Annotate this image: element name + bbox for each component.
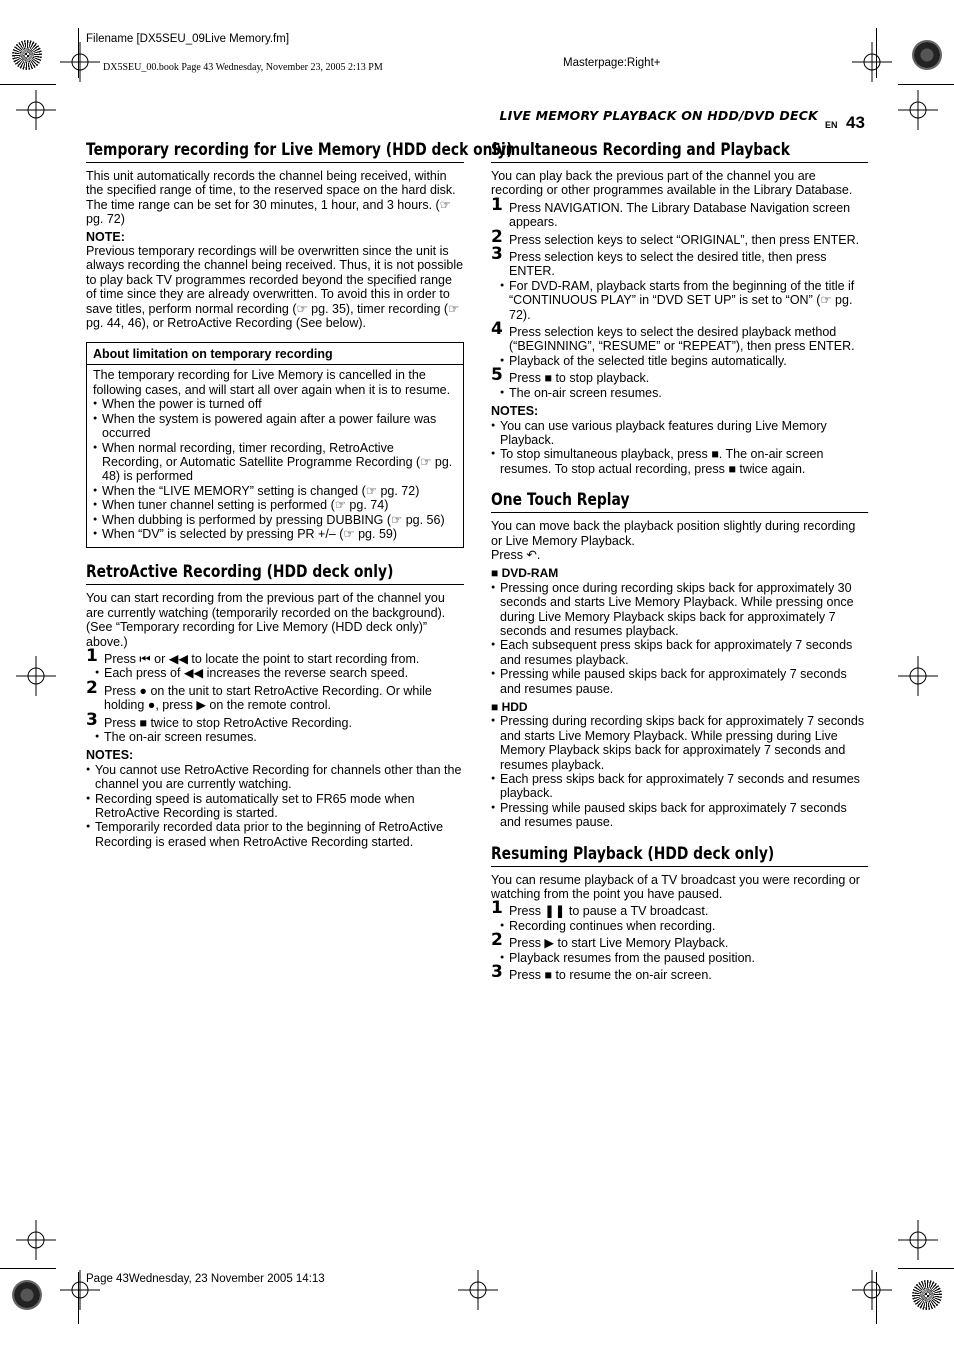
section-title: Temporary recording for Live Memory (HDD deck only) bbox=[86, 140, 464, 163]
step bbox=[491, 226, 868, 247]
step-number: 2 bbox=[491, 930, 503, 951]
note-item: ● Recording speed is automatically set to FR65 mode when RetroActive Recording is started. bbox=[86, 792, 464, 821]
step-text: Press ▶ to start Live Memory Playback. bbox=[509, 936, 729, 951]
step-text: Press ⏮ or ◀◀ to locate the point to start recording from. bbox=[104, 651, 420, 666]
notes-label: NOTES: bbox=[86, 748, 134, 763]
registration-disc-icon bbox=[912, 1280, 942, 1310]
step-number: 2 bbox=[491, 226, 503, 247]
section-intro: You can move back the playback position slightly during recording or Live Memory Playback. bbox=[491, 519, 856, 548]
list-item: ● When the power is turned off bbox=[93, 397, 457, 411]
list-item: ● When “DV” is selected by pressing PR +/– (☞ pg. 59) bbox=[93, 527, 457, 541]
registration-disc-icon bbox=[12, 1280, 42, 1310]
step-text: Press NAVIGATION. The Library Database Navigation screen appears. bbox=[509, 200, 851, 230]
step-number: 3 bbox=[491, 244, 503, 265]
hdd-list bbox=[491, 714, 868, 829]
right-column bbox=[491, 140, 868, 983]
step-text: Press selection keys to select the desired playback method (“BEGINNING”, “RESUME” or “REPEAT”), then press ENTER. bbox=[509, 325, 855, 354]
step-text: Press selection keys to select “ORIGINAL”, then press ENTER. bbox=[509, 232, 860, 247]
list-item: ● When the system is powered again after a power failure was occurred bbox=[93, 412, 457, 441]
section-title: Resuming Playback (HDD deck only) bbox=[491, 844, 868, 867]
crosshair-icon bbox=[16, 656, 56, 696]
step-number: 5 bbox=[491, 365, 503, 386]
trim-mark bbox=[78, 28, 79, 78]
step-text: Press ■ to resume the on-air screen. bbox=[509, 968, 712, 983]
crosshair-icon bbox=[16, 1220, 56, 1260]
trim-mark bbox=[876, 28, 877, 78]
step bbox=[86, 677, 464, 713]
simultaneous-section bbox=[491, 140, 868, 476]
note-item: ● Temporarily recorded data prior to the beginning of RetroActive Recording is erased when RetroActive Recording started. bbox=[86, 820, 464, 849]
trim-mark bbox=[0, 1268, 56, 1269]
note-item: ● You cannot use RetroActive Recording for channels other than the channel you are currently watching. bbox=[86, 763, 464, 792]
section-intro: You can start recording from the previous part of the channel you are currently watching (temporarily recorded on the background). (See “Temporary recording for Live Memory (HDD deck only)” above.) bbox=[86, 591, 446, 649]
note-item: ● You can use various playback features during Live Memory Playback. bbox=[491, 419, 868, 448]
crosshair-icon bbox=[852, 42, 892, 82]
crosshair-icon bbox=[458, 1270, 498, 1310]
masterpage-label: Masterpage:Right+ bbox=[563, 57, 661, 69]
crosshair-icon bbox=[852, 1270, 892, 1310]
list-item: ● Pressing while paused skips back for approximately 7 seconds and resumes pause. bbox=[491, 667, 868, 696]
step bbox=[491, 365, 868, 400]
section-intro: You can play back the previous part of the channel you are recording or other programmes available in the Library Database. bbox=[491, 169, 853, 198]
section-intro: You can resume playback of a TV broadcast you were recording or watching from the point you have paused. bbox=[491, 872, 860, 902]
step-number: 3 bbox=[86, 709, 98, 730]
limitation-box bbox=[86, 342, 464, 548]
step-text: Press ■ to stop playback. bbox=[509, 371, 650, 386]
step bbox=[491, 244, 868, 322]
trim-mark bbox=[898, 84, 954, 85]
dvd-ram-list bbox=[491, 581, 868, 696]
note-label: NOTE: bbox=[86, 229, 125, 244]
section-title: RetroActive Recording (HDD deck only) bbox=[86, 562, 464, 585]
registration-disc-icon bbox=[912, 40, 942, 70]
hdd-label: ■ HDD bbox=[491, 700, 528, 714]
registration-disc-icon bbox=[12, 40, 42, 70]
book-info-label: DX5SEU_00.book Page 43 Wednesday, November 23, 2005 2:13 PM bbox=[103, 62, 383, 73]
crosshair-icon bbox=[898, 90, 938, 130]
list-item: ● Pressing while paused skips back for approximately 7 seconds and resumes pause. bbox=[491, 801, 868, 830]
filename-label: Filename [DX5SEU_09Live Memory.fm] bbox=[86, 33, 290, 45]
note-item: ● To stop simultaneous playback, press ■. The on-air screen resumes. To stop actual recording, press ■ twice again. bbox=[491, 447, 868, 476]
step-number: 4 bbox=[491, 319, 503, 340]
list-item: ● Each subsequent press skips back for approximately 7 seconds and resumes playback. bbox=[491, 638, 868, 667]
step-number: 1 bbox=[86, 645, 98, 666]
step-sub-item: ● Playback resumes from the paused position. bbox=[500, 951, 868, 965]
notes-label: NOTES: bbox=[491, 404, 539, 419]
step-number: 3 bbox=[491, 962, 503, 983]
step-number: 2 bbox=[86, 677, 98, 698]
step-sub-item: ● The on-air screen resumes. bbox=[95, 730, 464, 744]
step-sub-item: ● Each press of ◀◀ increases the reverse search speed. bbox=[95, 666, 464, 680]
step-text: Press ❚❚ to pause a TV broadcast. bbox=[509, 904, 709, 919]
trim-mark bbox=[78, 1272, 79, 1324]
step-text: Press selection keys to select the desired title, then press ENTER. bbox=[509, 250, 827, 279]
crosshair-icon bbox=[16, 90, 56, 130]
section-intro: This unit automatically records the channel being received, within the specified range of time, to the reserved space on the hard disk. The time range can be set for 30 minutes, 1 hour, and 3 hours. (☞ pg. 72) bbox=[86, 169, 456, 227]
step bbox=[491, 319, 868, 368]
trim-mark bbox=[898, 1268, 954, 1269]
step-number: 1 bbox=[491, 898, 503, 919]
list-item: ● When tuner channel setting is performed (☞ pg. 74) bbox=[93, 498, 457, 512]
list-item: ● Each press skips back for approximately 7 seconds and resumes playback. bbox=[491, 772, 868, 801]
resuming-playback-section bbox=[491, 844, 868, 983]
notes-list bbox=[86, 763, 464, 849]
step bbox=[491, 962, 868, 983]
list-item: ● When dubbing is performed by pressing DUBBING (☞ pg. 56) bbox=[93, 513, 457, 527]
temporary-recording-section bbox=[86, 140, 513, 548]
retroactive-recording-section bbox=[86, 562, 464, 849]
language-label: EN bbox=[825, 120, 838, 130]
step-number: 1 bbox=[491, 194, 503, 215]
step bbox=[491, 898, 868, 933]
running-title: LIVE MEMORY PLAYBACK ON HDD/DVD DECK bbox=[499, 108, 818, 123]
note-text: Previous temporary recordings will be overwritten since the unit is always recording the channel being received. Thus, it is not possible to play back TV programmes recorded beyond the specified range of time since they are already overwritten. To avoid this in order to save titles, perform normal recording (☞ pg. 35), timer recording (☞ pg. 44, 46), or RetroActive Recording (See below). bbox=[86, 244, 464, 331]
section-title: Simultaneous Recording and Playback bbox=[491, 140, 868, 163]
box-title: About limitation on temporary recording bbox=[87, 347, 463, 365]
step bbox=[86, 709, 464, 745]
box-intro: The temporary recording for Live Memory is cancelled in the following cases, and will start all over again when it is to resume. bbox=[93, 368, 451, 397]
step-text: Press ● on the unit to start RetroActive Recording. Or while holding ●, press ▶ on the remote control. bbox=[104, 683, 432, 713]
step-sub-item: ● Recording continues when recording. bbox=[500, 919, 868, 933]
left-column bbox=[86, 140, 513, 849]
crosshair-icon bbox=[898, 1220, 938, 1260]
list-item: ● Pressing once during recording skips back for approximately 30 seconds and starts Live Memory Playback. While pressing once during Live Memory Playback skips back for approximately 7 seconds and resumes playback. bbox=[491, 581, 868, 639]
crosshair-icon bbox=[60, 42, 100, 82]
footer-label: Page 43Wednesday, 23 November 2005 14:13 bbox=[86, 1273, 325, 1285]
section-title: One Touch Replay bbox=[491, 490, 868, 513]
press-instruction: Press ↶. bbox=[491, 547, 541, 562]
one-touch-replay-section bbox=[491, 490, 868, 830]
step-sub-item: ● Playback of the selected title begins automatically. bbox=[500, 354, 868, 368]
list-item: ● When normal recording, timer recording, RetroActive Recording, or Automatic Satellite Programme Recording (☞ pg. 48) is performed bbox=[93, 441, 457, 484]
list-item: ● Pressing during recording skips back for approximately 7 seconds and starts Live Memory Playback. While pressing during Live Memory Playback skips back for approximately 7 seconds and resumes playback. bbox=[491, 714, 868, 772]
notes-list bbox=[491, 419, 868, 477]
step-sub-item: ● The on-air screen resumes. bbox=[500, 386, 868, 400]
step bbox=[86, 645, 464, 681]
page-number: 43 bbox=[846, 113, 865, 132]
trim-mark bbox=[876, 1272, 877, 1324]
trim-mark bbox=[0, 84, 56, 85]
dvd-ram-label: ■ DVD-RAM bbox=[491, 566, 559, 581]
limitation-list bbox=[93, 397, 457, 541]
step-sub-item: ● For DVD-RAM, playback starts from the beginning of the title if “CONTINUOUS PLAY” in “DVD SET UP” is set to “ON” (☞ pg. 72). bbox=[500, 279, 868, 322]
step bbox=[491, 194, 868, 230]
step-text: Press ■ twice to stop RetroActive Recording. bbox=[104, 715, 352, 730]
crosshair-icon bbox=[898, 656, 938, 696]
list-item: ● When the “LIVE MEMORY” setting is changed (☞ pg. 72) bbox=[93, 484, 457, 498]
step bbox=[491, 930, 868, 965]
